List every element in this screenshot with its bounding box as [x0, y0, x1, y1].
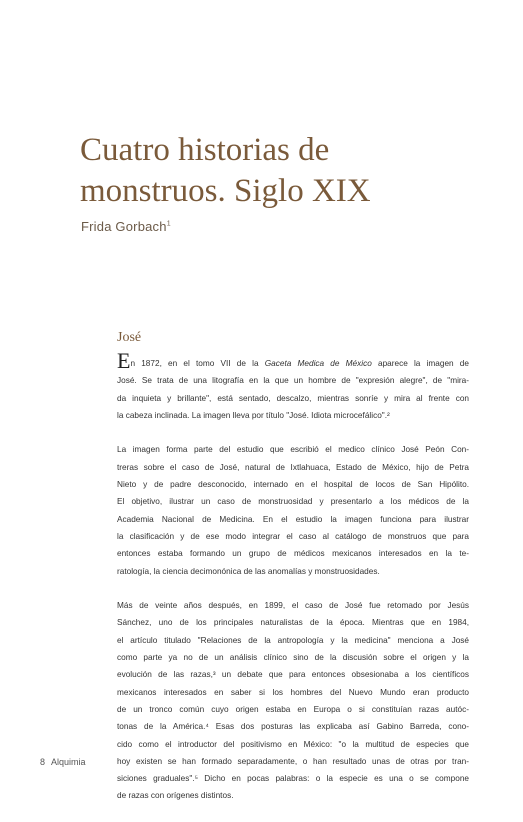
line-text: Academia Nacional de Medicina. En el estudio la imagen funciona para ilustrar: [117, 514, 469, 524]
article-body: [117, 348, 469, 822]
text-line: [117, 666, 469, 683]
line-text: Más de veinte años después, en 1899, el caso de José fue retomado por Jesús: [117, 601, 469, 611]
line-text: José. Se trata de una litografía en la que un hombre de "expresión alegre", de "mira-: [117, 376, 469, 386]
paragraph: [117, 348, 469, 424]
text-line: [117, 493, 469, 510]
line-text: de un tronco común cuyo origen estaba en Europa o si constituían razas autóc-: [117, 704, 469, 714]
text-line: [117, 753, 469, 770]
section-heading: José: [117, 330, 142, 345]
line-text: entonces estaba formando un grupo de médicos mexicanos interesados en la te-: [117, 549, 469, 559]
line-text: la clasificación y de ese modo integrar el caso al catálogo de monstruos que para: [117, 531, 469, 541]
text-line: [117, 787, 469, 804]
text-line: [117, 348, 469, 373]
text-line: [117, 736, 469, 753]
line-text: el artículo titulado "Relaciones de la antropología y la medicina" menciona a José: [117, 635, 469, 645]
paragraph: [117, 597, 469, 805]
article-title: [80, 130, 500, 212]
author-name: Frida Gorbach: [81, 219, 167, 234]
line-text: Sánchez, uno de los principales naturalistas de la época. Mientras que en 1984,: [117, 618, 469, 628]
text-line: [117, 476, 469, 493]
line-text: n 1872, en el tomo VII de la Gaceta Medica de México aparece la imagen de: [130, 359, 469, 368]
text-line: [117, 597, 469, 614]
text-line: [117, 684, 469, 701]
text-line: [117, 545, 469, 562]
text-line: [117, 614, 469, 631]
paragraph: [117, 441, 469, 579]
line-text: Nieto y de padre desconocido, internado en el hospital de locos de San Hipólito.: [117, 480, 469, 490]
author-footnote-marker: 1: [166, 220, 171, 228]
line-text: da inquieta y brillante", está sentado, descalzo, mientras sonríe y mira al frente con: [117, 393, 469, 403]
text-line: [117, 649, 469, 666]
text-line: [117, 390, 469, 407]
line-text: tonas de la América.⁴ Esas dos posturas las explicaba así Gabino Barreda, cono-: [117, 722, 469, 732]
line-text: siciones graduales".⁵ Dicho en pocas palabras: o la especie es una o se compone: [117, 774, 469, 784]
text-line: [117, 718, 469, 735]
journal-title-italic: Gaceta Medica de México: [264, 359, 372, 368]
page-footer: [40, 757, 86, 767]
line-text: de razas con orígenes distintos.: [117, 791, 234, 801]
text-line: [117, 511, 469, 528]
text-line: [117, 441, 469, 458]
line-text: La imagen forma parte del estudio que escribió el medico clínico José Peón Con-: [117, 445, 469, 455]
title-line-1: Cuatro historias de: [80, 132, 330, 168]
line-text: evolución de las razas,³ un debate que para entonces obsesionaba a los científicos: [117, 670, 469, 680]
author-byline: [81, 219, 171, 234]
line-text: treras sobre el caso de José, natural de Ixtlahuaca, Estado de México, hijo de Petra: [117, 462, 469, 472]
text-line: [117, 407, 469, 424]
line-text: como parte ya no de un análisis clínico sino de la discusión sobre el origen y la: [117, 653, 469, 663]
page-number: 8: [40, 757, 46, 767]
title-line-2: monstruos. Siglo XIX: [80, 173, 371, 209]
text-line: [117, 632, 469, 649]
line-text: ratología, la ciencia decimonónica de las anomalías y monstruosidades.: [117, 566, 380, 576]
text-line: [117, 528, 469, 545]
line-text: la cabeza inclinada. La imagen lleva por título "José. Idiota microcefálico".²: [117, 410, 390, 420]
line-text: hoy existen se han formado separadamente, o han resultado unas de otras por tran-: [117, 756, 469, 766]
text-line: [117, 701, 469, 718]
journal-name: Alquimia: [51, 757, 86, 767]
text-line: [117, 372, 469, 389]
text-line: [117, 770, 469, 787]
drop-cap: E: [117, 348, 131, 373]
line-text: cido como el introductor del positivismo en México: "o la multitud de especies que: [117, 739, 469, 749]
line-text: mexicanos interesados en saber si los hombres del Nuevo Mundo eran producto: [117, 687, 469, 697]
text-line: [117, 459, 469, 476]
text-line: [117, 563, 469, 580]
line-text: El objetivo, ilustrar un caso de monstruosidad y presentarlo a los médicos de la: [117, 497, 469, 507]
